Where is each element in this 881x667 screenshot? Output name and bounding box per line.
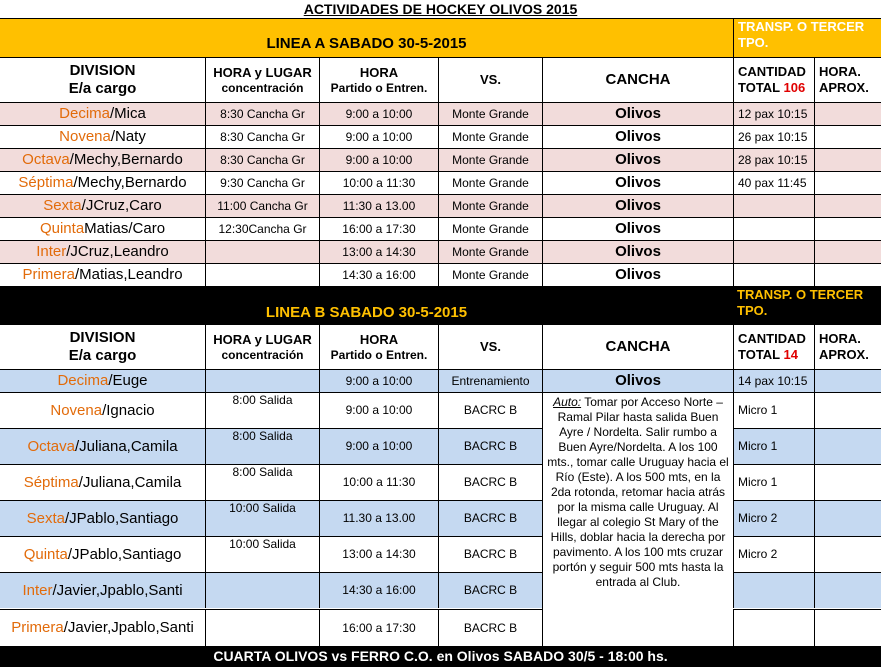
linea-b-hora-header <box>319 325 438 369</box>
division-name: Séptima <box>23 473 79 491</box>
hora-header: HORA <box>359 65 399 80</box>
hora-aprox-cell <box>814 194 881 217</box>
division-cell <box>0 428 205 464</box>
vs-cell: BACRC B <box>438 428 542 464</box>
encargado: /Naty <box>110 128 146 145</box>
encargado: /JCruz,Leandro <box>66 243 169 260</box>
vs-cell: BACRC B <box>438 609 542 646</box>
hora-aprox-cell <box>814 500 881 536</box>
vs-cell: BACRC B <box>438 572 542 608</box>
division-name: Primera <box>11 619 64 636</box>
transp-cell: Micro 2 <box>733 500 814 536</box>
transp-cell: Micro 2 <box>733 536 814 572</box>
division-name: Novena <box>50 401 103 419</box>
division-cell <box>0 263 205 287</box>
total-value: 106 <box>783 80 806 95</box>
directions-cell <box>542 392 733 646</box>
concentracion-cell <box>205 263 319 287</box>
hora-aprox-label: HORA. <box>819 331 861 347</box>
transp-cell <box>733 609 814 646</box>
hora-cell: 10:00 a 11:30 <box>319 464 438 500</box>
aprox-label: APROX. <box>819 347 869 362</box>
concentracion-cell: 8:30 Cancha Gr <box>205 102 319 125</box>
encargado: /Euge <box>108 372 148 389</box>
hora-aprox-header <box>814 325 881 369</box>
transp-cell <box>733 572 814 608</box>
encargado: /Javier,Jpablo,Santi <box>63 619 194 636</box>
hora-aprox-cell <box>814 369 881 392</box>
directions-text <box>547 395 729 590</box>
vs-cell: BACRC B <box>438 464 542 500</box>
division-header: DIVISION <box>69 329 136 346</box>
encargado: /JCruz,Caro <box>81 197 162 214</box>
linea-b-first-division <box>0 369 205 392</box>
division-cell <box>0 171 205 194</box>
concentracion-cell: 12:30Cancha Gr <box>205 217 319 240</box>
division-name: Inter <box>22 581 53 599</box>
cancha-cell: Olivos <box>542 102 733 125</box>
encargado: /Juliana,Camila <box>78 473 182 491</box>
cargo-header: E/a cargo <box>68 347 137 364</box>
division-cell <box>0 500 205 536</box>
division-name: Séptima <box>18 174 74 191</box>
hora-aprox-cell <box>814 263 881 287</box>
hora-aprox-cell <box>814 125 881 148</box>
transp-cell <box>733 263 814 287</box>
encargado: /Matias,Leandro <box>74 266 183 283</box>
division-cell <box>0 240 205 263</box>
hora-cell: 11:30 a 13.00 <box>319 194 438 217</box>
division-cell <box>0 609 205 646</box>
hora-cell: 14:30 a 16:00 <box>319 572 438 608</box>
linea-b-division-header <box>0 325 205 369</box>
linea-b-transp-title: TRANSP. O TERCER TPO. <box>733 287 881 325</box>
division-cell <box>0 536 205 572</box>
transp-cell: 28 pax 10:15 <box>733 148 814 171</box>
division-header: DIVISION <box>69 62 136 79</box>
concentracion-cell: 8:00 Salida <box>205 392 319 428</box>
hora-header: HORA <box>359 332 399 347</box>
vs-cell: Monte Grande <box>438 148 542 171</box>
linea-b-title: LINEA B SABADO 30-5-2015 <box>0 287 733 325</box>
directions-body: Tomar por Acceso Norte – Ramal Pilar hasta salida Buen Ayre / Nordelta. Salir rumbo a Buen Ayre/Nordelta. A los 100 mts., tomar calle Uruguay hacia el Río (Este). A los 500 mts, en la 2da rotonda, retomar hacia atrás por la misma calle Uruguay. Al llegar al colegio St Mary of the Hills, doblar hacia la derecha por pavimento. A los 100 mts cruzar portón y seguir 500 mts hasta la entrada al Club. <box>547 395 729 589</box>
encargado: Matias/Caro <box>84 220 166 237</box>
concentracion-cell <box>205 369 319 392</box>
hora-cell: 9:00 a 10:00 <box>319 148 438 171</box>
concentracion-cell: 8:30 Cancha Gr <box>205 148 319 171</box>
concentracion-cell <box>205 240 319 263</box>
division-name: Quinta <box>39 220 85 237</box>
vs-cell: Monte Grande <box>438 194 542 217</box>
footer-banner: CUARTA OLIVOS vs FERRO C.O. en Olivos SABADO 30/5 - 18:00 hs. <box>0 646 881 667</box>
cantidad-header <box>733 58 814 102</box>
division-cell <box>0 125 205 148</box>
division-name: Octava <box>27 437 75 455</box>
total-row <box>738 80 805 96</box>
division-name: Decima <box>59 105 110 122</box>
cancha-cell: Olivos <box>542 194 733 217</box>
page-title: ACTIVIDADES DE HOCKEY OLIVOS 2015 <box>303 0 578 17</box>
division-name: Inter <box>36 243 67 260</box>
hora-aprox-cell <box>814 464 881 500</box>
partido-header: Partido o Entren. <box>330 80 428 95</box>
cancha-cell: Olivos <box>542 171 733 194</box>
division-cell <box>0 464 205 500</box>
hora-cell: 11.30 a 13.00 <box>319 500 438 536</box>
hora-cell: 9:00 a 10:00 <box>319 392 438 428</box>
hora-aprox-header <box>814 58 881 102</box>
hora-aprox-cell <box>814 536 881 572</box>
division-name: Quinta <box>23 545 68 563</box>
hora-cell: 16:00 a 17:30 <box>319 609 438 646</box>
total-label: TOTAL <box>738 347 780 362</box>
hora-aprox-cell <box>814 609 881 646</box>
concentracion-cell: 10:00 Salida <box>205 500 319 536</box>
cancha-cell: Olivos <box>542 263 733 287</box>
vs-cell: Monte Grande <box>438 125 542 148</box>
total-row <box>738 347 798 363</box>
hora-cell: 13:00 a 14:30 <box>319 536 438 572</box>
directions-prefix: Auto: <box>553 395 582 409</box>
vs-cell: Monte Grande <box>438 171 542 194</box>
hora-cell: 9:00 a 10:00 <box>319 125 438 148</box>
concentracion-cell <box>205 609 319 646</box>
linea-a-hora-header <box>319 58 438 102</box>
concentracion-cell: 11:00 Cancha Gr <box>205 194 319 217</box>
transp-cell: 12 pax 10:15 <box>733 102 814 125</box>
hora-cell: 14:30 a 16:00 <box>319 263 438 287</box>
division-cell <box>0 572 205 608</box>
hora-aprox-cell <box>814 392 881 428</box>
linea-a-title: LINEA A SABADO 30-5-2015 <box>0 18 733 58</box>
vs-header: VS. <box>438 325 542 369</box>
concentracion-cell <box>205 572 319 608</box>
concentracion-cell: 10:00 Salida <box>205 536 319 572</box>
cantidad-label: CANTIDAD <box>738 331 806 347</box>
cancha-cell: Olivos <box>542 125 733 148</box>
partido-header: Partido o Entren. <box>330 347 428 362</box>
division-name: Decima <box>57 372 109 389</box>
linea-a-division-header <box>0 58 205 102</box>
vs-cell: BACRC B <box>438 536 542 572</box>
transp-cell <box>733 240 814 263</box>
division-cell <box>0 217 205 240</box>
division-cell <box>0 194 205 217</box>
hora-aprox-cell <box>814 102 881 125</box>
linea-a-transp-title: TRANSP. O TERCER TPO. <box>733 18 881 58</box>
aprox-label: APROX. <box>819 80 869 95</box>
cancha-cell: Olivos <box>542 240 733 263</box>
total-value: 14 <box>783 347 798 362</box>
hora-cell: 9:00 a 10:00 <box>319 102 438 125</box>
concentracion-header: concentración <box>221 80 304 95</box>
cancha-cell: Olivos <box>542 148 733 171</box>
encargado: /Ignacio <box>102 401 155 419</box>
division-cell <box>0 148 205 171</box>
concentracion-cell: 8:00 Salida <box>205 464 319 500</box>
concentracion-cell: 8:30 Cancha Gr <box>205 125 319 148</box>
division-name: Primera <box>22 266 75 283</box>
cancha-cell: Olivos <box>542 217 733 240</box>
hora-lugar-header: HORA y LUGAR <box>213 332 312 347</box>
linea-b-concentracion-header <box>205 325 319 369</box>
hora-aprox-cell <box>814 217 881 240</box>
encargado: /Mechy,Bernardo <box>69 151 183 168</box>
transp-cell: 26 pax 10:15 <box>733 125 814 148</box>
vs-cell: Monte Grande <box>438 102 542 125</box>
transp-cell <box>733 194 814 217</box>
cantidad-header <box>733 325 814 369</box>
hora-aprox-cell <box>814 148 881 171</box>
encargado: /Javier,Jpablo,Santi <box>52 581 183 599</box>
hora-aprox-cell <box>814 428 881 464</box>
transp-cell <box>733 217 814 240</box>
transp-cell: 14 pax 10:15 <box>733 369 814 392</box>
vs-cell: BACRC B <box>438 500 542 536</box>
hora-aprox-cell <box>814 171 881 194</box>
vs-header: VS. <box>438 58 542 102</box>
hora-aprox-cell <box>814 240 881 263</box>
division-cell <box>0 102 205 125</box>
encargado: /Mechy,Bernardo <box>73 174 187 191</box>
cancha-cell: Olivos <box>542 369 733 392</box>
vs-cell: Entrenamiento <box>438 369 542 392</box>
vs-cell: Monte Grande <box>438 217 542 240</box>
division-name: Novena <box>59 128 111 145</box>
hora-lugar-header: HORA y LUGAR <box>213 65 312 80</box>
encargado: /Juliana,Camila <box>74 437 178 455</box>
vs-cell: Monte Grande <box>438 240 542 263</box>
vs-cell: Monte Grande <box>438 263 542 287</box>
encargado: /Mica <box>110 105 146 122</box>
total-label: TOTAL <box>738 80 780 95</box>
cancha-header: CANCHA <box>542 325 733 369</box>
vs-cell: BACRC B <box>438 392 542 428</box>
cantidad-label: CANTIDAD <box>738 64 806 80</box>
transp-cell: Micro 1 <box>733 464 814 500</box>
division-name: Octava <box>22 151 70 168</box>
encargado: /JPablo,Santiago <box>64 509 179 527</box>
concentracion-cell: 8:00 Salida <box>205 428 319 464</box>
division-name: Sexta <box>43 197 82 214</box>
hora-aprox-cell <box>814 572 881 608</box>
cargo-header: E/a cargo <box>68 80 137 97</box>
hora-aprox-label: HORA. <box>819 64 861 80</box>
hora-cell: 13:00 a 14:30 <box>319 240 438 263</box>
hora-cell: 9:00 a 10:00 <box>319 369 438 392</box>
division-cell <box>0 392 205 428</box>
linea-a-concentracion-header <box>205 58 319 102</box>
hora-cell: 16:00 a 17:30 <box>319 217 438 240</box>
hora-cell: 10:00 a 11:30 <box>319 171 438 194</box>
concentracion-cell: 9:30 Cancha Gr <box>205 171 319 194</box>
hora-cell: 9:00 a 10:00 <box>319 428 438 464</box>
transp-cell: 40 pax 11:45 <box>733 171 814 194</box>
cancha-header: CANCHA <box>542 58 733 102</box>
transp-cell: Micro 1 <box>733 428 814 464</box>
transp-cell: Micro 1 <box>733 392 814 428</box>
encargado: /JPablo,Santiago <box>67 545 182 563</box>
division-name: Sexta <box>26 509 65 527</box>
concentracion-header: concentración <box>221 347 304 362</box>
